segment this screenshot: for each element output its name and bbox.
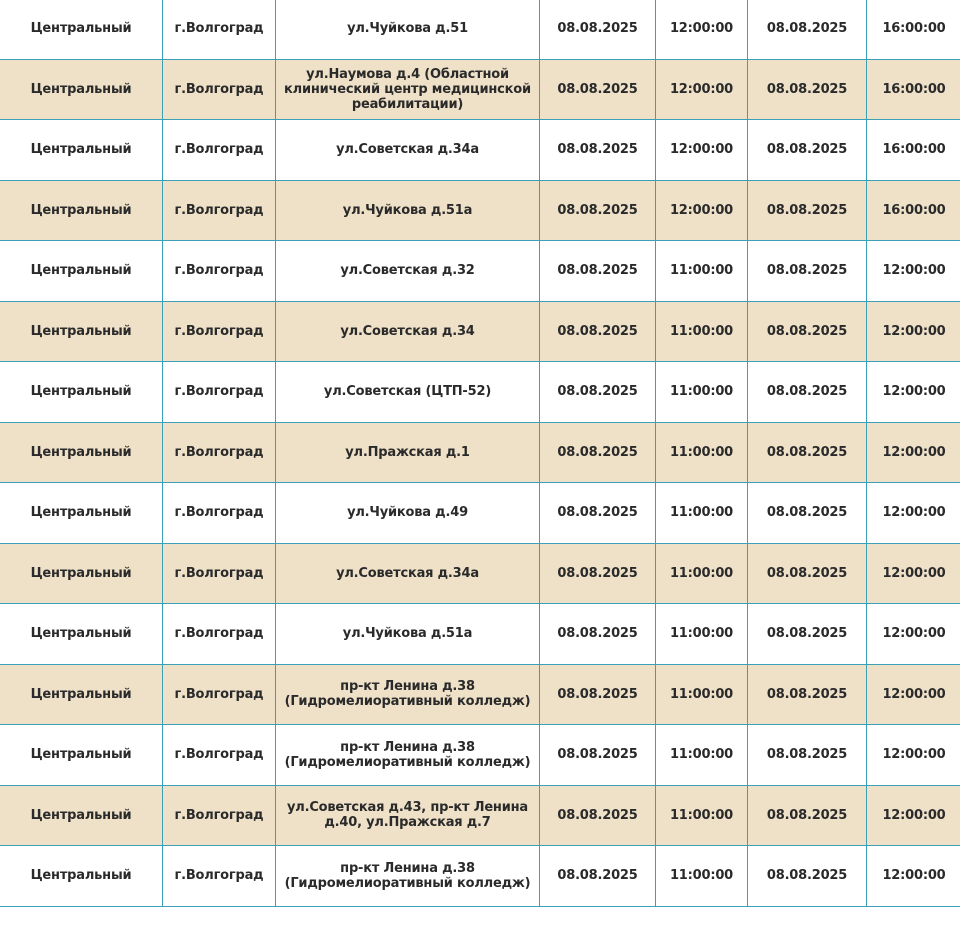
start-date-cell: 08.08.2025	[540, 483, 656, 544]
city-cell: г.Волгоград	[163, 664, 276, 725]
end-date-cell: 08.08.2025	[748, 0, 867, 59]
end-time-cell: 12:00:00	[867, 241, 960, 302]
end-time-cell: 12:00:00	[867, 483, 960, 544]
start-time-cell: 11:00:00	[656, 725, 748, 786]
start-time-cell: 11:00:00	[656, 664, 748, 725]
start-date-cell: 08.08.2025	[540, 180, 656, 241]
end-time-cell: 16:00:00	[867, 180, 960, 241]
district-cell: Центральный	[0, 120, 163, 181]
start-date-cell: 08.08.2025	[540, 0, 656, 59]
city-cell: г.Волгоград	[163, 543, 276, 604]
address-cell: ул.Чуйкова д.51а	[276, 604, 540, 665]
end-date-cell: 08.08.2025	[748, 362, 867, 423]
table-row	[0, 120, 960, 181]
table-row	[0, 846, 960, 907]
end-time-cell: 12:00:00	[867, 725, 960, 786]
district-cell: Центральный	[0, 180, 163, 241]
city-cell: г.Волгоград	[163, 604, 276, 665]
address-cell: пр-кт Ленина д.38 (Гидромелиоративный колледж)	[276, 725, 540, 786]
district-cell: Центральный	[0, 483, 163, 544]
table-row	[0, 301, 960, 362]
city-cell: г.Волгоград	[163, 180, 276, 241]
end-date-cell: 08.08.2025	[748, 241, 867, 302]
start-time-cell: 11:00:00	[656, 301, 748, 362]
city-cell: г.Волгоград	[163, 120, 276, 181]
city-cell: г.Волгоград	[163, 422, 276, 483]
start-time-cell: 11:00:00	[656, 241, 748, 302]
district-cell: Центральный	[0, 59, 163, 120]
start-date-cell: 08.08.2025	[540, 664, 656, 725]
address-cell: ул.Советская д.34а	[276, 120, 540, 181]
end-time-cell: 16:00:00	[867, 59, 960, 120]
city-cell: г.Волгоград	[163, 846, 276, 907]
end-time-cell: 12:00:00	[867, 362, 960, 423]
district-cell: Центральный	[0, 785, 163, 846]
city-cell: г.Волгоград	[163, 362, 276, 423]
start-date-cell: 08.08.2025	[540, 725, 656, 786]
start-date-cell: 08.08.2025	[540, 604, 656, 665]
end-time-cell: 16:00:00	[867, 120, 960, 181]
start-date-cell: 08.08.2025	[540, 362, 656, 423]
end-date-cell: 08.08.2025	[748, 301, 867, 362]
end-date-cell: 08.08.2025	[748, 785, 867, 846]
start-date-cell: 08.08.2025	[540, 785, 656, 846]
address-cell: ул.Чуйкова д.51	[276, 0, 540, 59]
start-date-cell: 08.08.2025	[540, 120, 656, 181]
end-date-cell: 08.08.2025	[748, 664, 867, 725]
table-row	[0, 664, 960, 725]
start-date-cell: 08.08.2025	[540, 241, 656, 302]
end-date-cell: 08.08.2025	[748, 422, 867, 483]
city-cell: г.Волгоград	[163, 301, 276, 362]
end-date-cell: 08.08.2025	[748, 543, 867, 604]
end-time-cell: 12:00:00	[867, 664, 960, 725]
city-cell: г.Волгоград	[163, 0, 276, 59]
address-cell: ул.Советская (ЦТП-52)	[276, 362, 540, 423]
district-cell: Центральный	[0, 422, 163, 483]
table-row	[0, 422, 960, 483]
address-cell: ул.Пражская д.1	[276, 422, 540, 483]
end-time-cell: 12:00:00	[867, 422, 960, 483]
end-date-cell: 08.08.2025	[748, 846, 867, 907]
start-date-cell: 08.08.2025	[540, 422, 656, 483]
city-cell: г.Волгоград	[163, 725, 276, 786]
table-row	[0, 180, 960, 241]
table-row	[0, 725, 960, 786]
start-time-cell: 12:00:00	[656, 59, 748, 120]
start-date-cell: 08.08.2025	[540, 846, 656, 907]
address-cell: ул.Советская д.34	[276, 301, 540, 362]
end-date-cell: 08.08.2025	[748, 180, 867, 241]
end-time-cell: 16:00:00	[867, 0, 960, 59]
city-cell: г.Волгоград	[163, 483, 276, 544]
district-cell: Центральный	[0, 846, 163, 907]
start-time-cell: 12:00:00	[656, 0, 748, 59]
address-cell: ул.Советская д.34а	[276, 543, 540, 604]
city-cell: г.Волгоград	[163, 59, 276, 120]
table-row	[0, 0, 960, 59]
start-time-cell: 11:00:00	[656, 362, 748, 423]
table-row	[0, 483, 960, 544]
end-time-cell: 12:00:00	[867, 846, 960, 907]
district-cell: Центральный	[0, 241, 163, 302]
start-date-cell: 08.08.2025	[540, 59, 656, 120]
end-date-cell: 08.08.2025	[748, 59, 867, 120]
district-cell: Центральный	[0, 725, 163, 786]
end-time-cell: 12:00:00	[867, 604, 960, 665]
address-cell: ул.Советская д.43, пр-кт Ленина д.40, ул.Пражская д.7	[276, 785, 540, 846]
end-date-cell: 08.08.2025	[748, 483, 867, 544]
district-cell: Центральный	[0, 543, 163, 604]
address-cell: ул.Чуйкова д.49	[276, 483, 540, 544]
start-time-cell: 11:00:00	[656, 846, 748, 907]
district-cell: Центральный	[0, 0, 163, 59]
start-time-cell: 11:00:00	[656, 422, 748, 483]
start-date-cell: 08.08.2025	[540, 543, 656, 604]
end-time-cell: 12:00:00	[867, 785, 960, 846]
table-row	[0, 785, 960, 846]
district-cell: Центральный	[0, 362, 163, 423]
address-cell: пр-кт Ленина д.38 (Гидромелиоративный колледж)	[276, 664, 540, 725]
city-cell: г.Волгоград	[163, 785, 276, 846]
start-time-cell: 11:00:00	[656, 483, 748, 544]
table-row	[0, 241, 960, 302]
address-cell: ул.Чуйкова д.51а	[276, 180, 540, 241]
address-cell: ул.Советская д.32	[276, 241, 540, 302]
address-cell: ул.Наумова д.4 (Областной клинический центр медицинской реабилитации)	[276, 59, 540, 120]
city-cell: г.Волгоград	[163, 241, 276, 302]
district-cell: Центральный	[0, 664, 163, 725]
address-cell: пр-кт Ленина д.38 (Гидромелиоративный колледж)	[276, 846, 540, 907]
table-row	[0, 604, 960, 665]
end-date-cell: 08.08.2025	[748, 120, 867, 181]
end-date-cell: 08.08.2025	[748, 604, 867, 665]
end-time-cell: 12:00:00	[867, 301, 960, 362]
end-date-cell: 08.08.2025	[748, 725, 867, 786]
table-row	[0, 59, 960, 120]
start-date-cell: 08.08.2025	[540, 301, 656, 362]
district-cell: Центральный	[0, 604, 163, 665]
district-cell: Центральный	[0, 301, 163, 362]
start-time-cell: 11:00:00	[656, 543, 748, 604]
start-time-cell: 11:00:00	[656, 785, 748, 846]
end-time-cell: 12:00:00	[867, 543, 960, 604]
start-time-cell: 11:00:00	[656, 604, 748, 665]
table-row	[0, 543, 960, 604]
table-row	[0, 362, 960, 423]
start-time-cell: 12:00:00	[656, 120, 748, 181]
start-time-cell: 12:00:00	[656, 180, 748, 241]
